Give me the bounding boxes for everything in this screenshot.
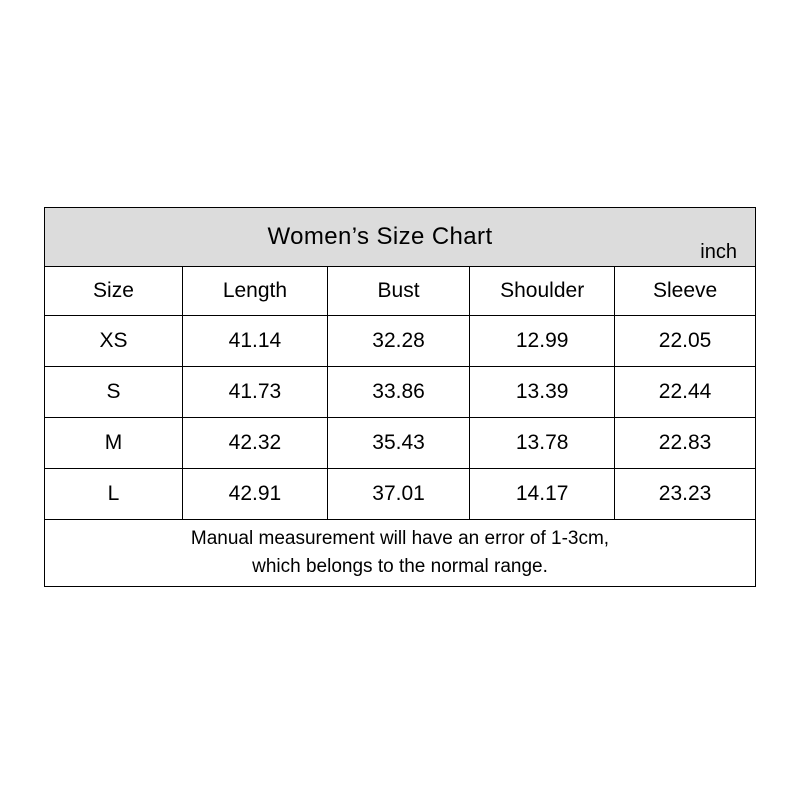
cell-shoulder: 14.17 (470, 469, 615, 520)
cell-sleeve: 22.83 (615, 418, 756, 469)
chart-title-cell (45, 208, 756, 267)
cell-size: S (45, 367, 183, 418)
cell-length: 42.32 (182, 418, 327, 469)
column-header-shoulder: Shoulder (470, 267, 615, 316)
cell-bust: 37.01 (327, 469, 469, 520)
cell-sleeve: 22.05 (615, 316, 756, 367)
cell-bust: 32.28 (327, 316, 469, 367)
cell-size: XS (45, 316, 183, 367)
note-line-2: which belongs to the normal range. (252, 556, 548, 577)
size-chart-table (44, 207, 756, 587)
cell-shoulder: 13.39 (470, 367, 615, 418)
title-row (45, 208, 756, 267)
size-chart-container (44, 207, 756, 587)
cell-sleeve: 22.44 (615, 367, 756, 418)
cell-shoulder: 13.78 (470, 418, 615, 469)
note-line-1: Manual measurement will have an error of 1-3cm, (190, 528, 610, 550)
cell-size: M (45, 418, 183, 469)
cell-sleeve: 23.23 (615, 469, 756, 520)
column-header-sleeve: Sleeve (615, 267, 756, 316)
cell-size: L (45, 469, 183, 520)
cell-length: 42.91 (182, 469, 327, 520)
column-header-length: Length (182, 267, 327, 316)
cell-length: 41.73 (182, 367, 327, 418)
table-row (45, 469, 756, 520)
table-row (45, 316, 756, 367)
table-header-row (45, 267, 756, 316)
table-row (45, 418, 756, 469)
column-header-size: Size (45, 267, 183, 316)
cell-length: 41.14 (182, 316, 327, 367)
table-row (45, 367, 756, 418)
chart-title: Women’s Size Chart (267, 223, 493, 250)
measurement-note (45, 520, 756, 587)
column-header-bust: Bust (327, 267, 469, 316)
cell-bust: 35.43 (327, 418, 469, 469)
note-row (45, 520, 756, 587)
unit-label: inch (700, 241, 737, 263)
cell-shoulder: 12.99 (470, 316, 615, 367)
cell-bust: 33.86 (327, 367, 469, 418)
